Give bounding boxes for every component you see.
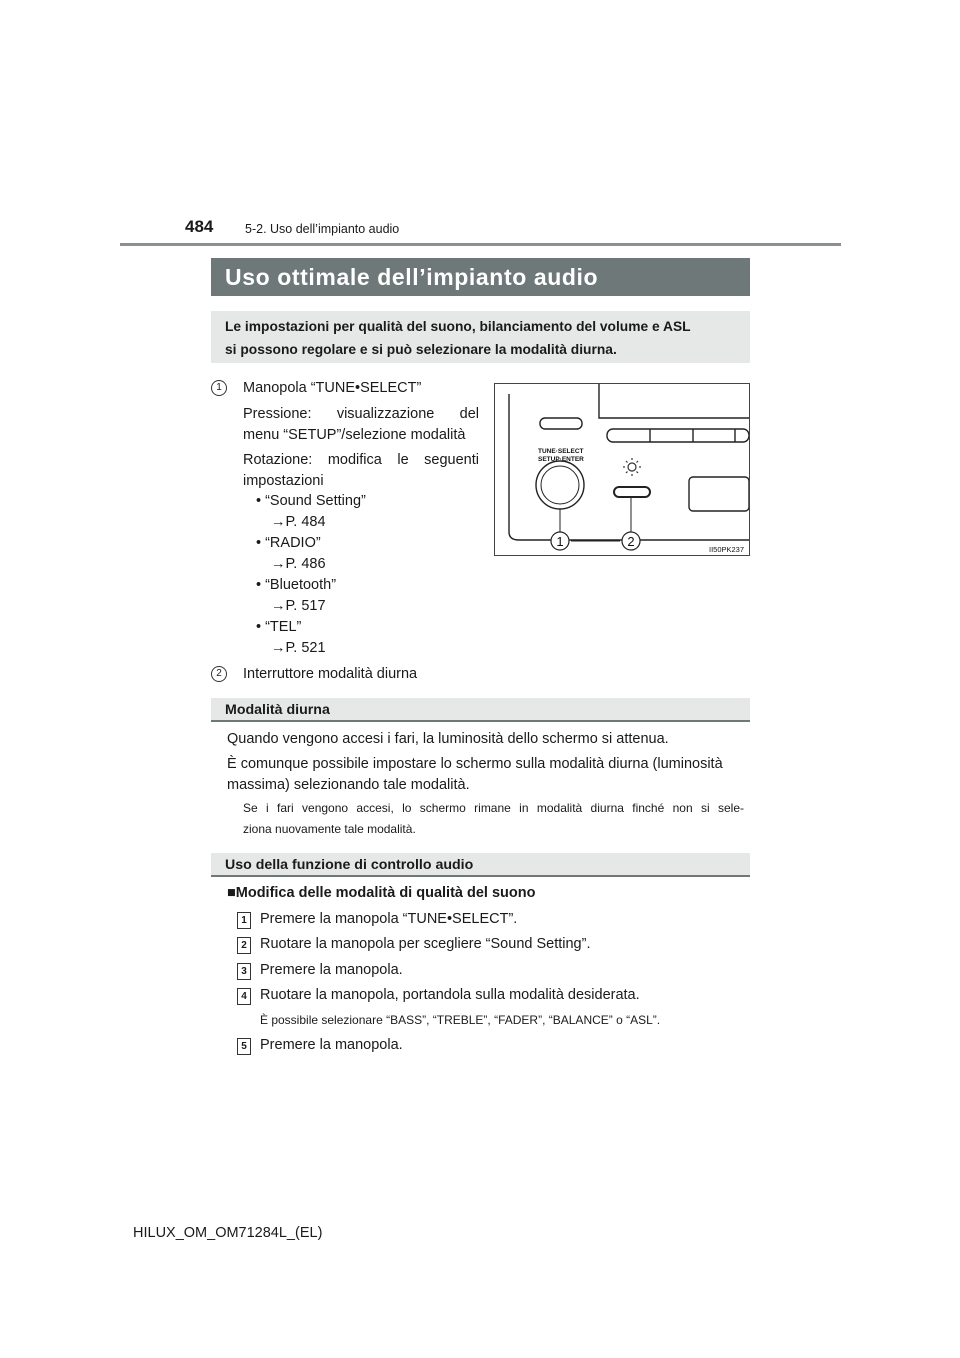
bullet-bluetooth: • “Bluetooth” [256,577,337,593]
step-number-4: 4 [237,988,251,1005]
eject-slot [540,418,582,429]
audio-panel-figure [494,383,750,556]
step-text-4: Ruotare la manopola, portandola sulla modalità desiderata. [260,987,640,1003]
step-4-note: È possibile selezionare “BASS”, “TREBLE”, “FADER”, “BALANCE” o “ASL”. [260,1013,661,1027]
sound-quality-subheading: ■Modifica delle modalità di qualità del suono [227,885,536,901]
bullet-sound-setting: • “Sound Setting” [256,493,366,509]
step-number-3: 3 [237,963,251,980]
side-slot [689,477,749,511]
document-code: HILUX_OM_OM71284L_(EL) [133,1225,323,1241]
section-title: 5-2. Uso dell’impianto audio [245,222,400,236]
item-number-2: 2 [211,666,227,682]
page-number: 484 [185,217,214,236]
header-rule [120,243,841,246]
preset-button-row [607,429,749,442]
page-title: Uso ottimale dell’impianto audio [211,258,750,296]
display-edge [599,384,749,418]
day-mode-switch [614,487,650,497]
callout-2: 2 [627,534,635,549]
bullet-radio: • “RADIO” [256,535,321,551]
day-switch-label: Interruttore modalità diurna [243,666,418,682]
day-mode-p2-line-2: massima) selezionando tale modalità. [227,777,470,793]
knob-label-line-2: SETUP·ENTER [538,456,584,463]
knob-title: Manopola “TUNE•SELECT” [243,380,422,396]
sun-icon [623,458,641,476]
press-line-1: Pressione: visualizzazione del [243,406,479,422]
press-line-2: menu “SETUP”/selezione modalità [243,427,466,443]
day-mode-note-line-2: ziona nuovamente tale modalità. [243,822,416,836]
item-number-1: 1 [211,380,227,396]
audio-panel-illustration [495,384,749,555]
rotation-line-2: impostazioni [243,473,324,489]
step-text-5: Premere la manopola. [260,1037,403,1053]
intro-line-2: si possono regolare e si può selezionare la modalità diurna. [225,342,617,357]
day-mode-p1: Quando vengono accesi i fari, la luminosità dello schermo si attenua. [227,731,669,747]
day-mode-heading: Modalità diurna [211,698,750,722]
tune-select-knob [536,461,584,509]
day-mode-note-line-1: Se i fari vengono accesi, lo schermo rimane in modalità diurna finché non si sele- [243,801,744,815]
rotation-line-1: Rotazione: modifica le seguenti [243,452,479,468]
bullet-tel: • “TEL” [256,619,302,635]
intro-box [211,311,750,363]
ref-tel: →P. 521 [271,640,326,656]
step-number-1: 1 [237,912,251,929]
step-number-2: 2 [237,937,251,954]
step-text-2: Ruotare la manopola per scegliere “Sound Setting”. [260,936,591,952]
figure-code: II50PK237 [709,545,745,554]
day-mode-p2-line-1: È comunque possibile impostare lo schermo sulla modalità diurna (luminosità [227,756,723,772]
intro-line-1: Le impostazioni per qualità del suono, bilanciamento del volume e ASL [225,319,691,334]
callout-1: 1 [556,534,564,549]
step-text-1: Premere la manopola “TUNE•SELECT”. [260,911,518,927]
knob-label-line-1: TUNE·SELECT [538,448,584,455]
ref-sound-setting: →P. 484 [271,514,326,530]
ref-radio: →P. 486 [271,556,326,572]
step-text-3: Premere la manopola. [260,962,403,978]
step-number-5: 5 [237,1038,251,1055]
ref-bluetooth: →P. 517 [271,598,326,614]
audio-control-heading: Uso della funzione di controllo audio [211,853,750,877]
